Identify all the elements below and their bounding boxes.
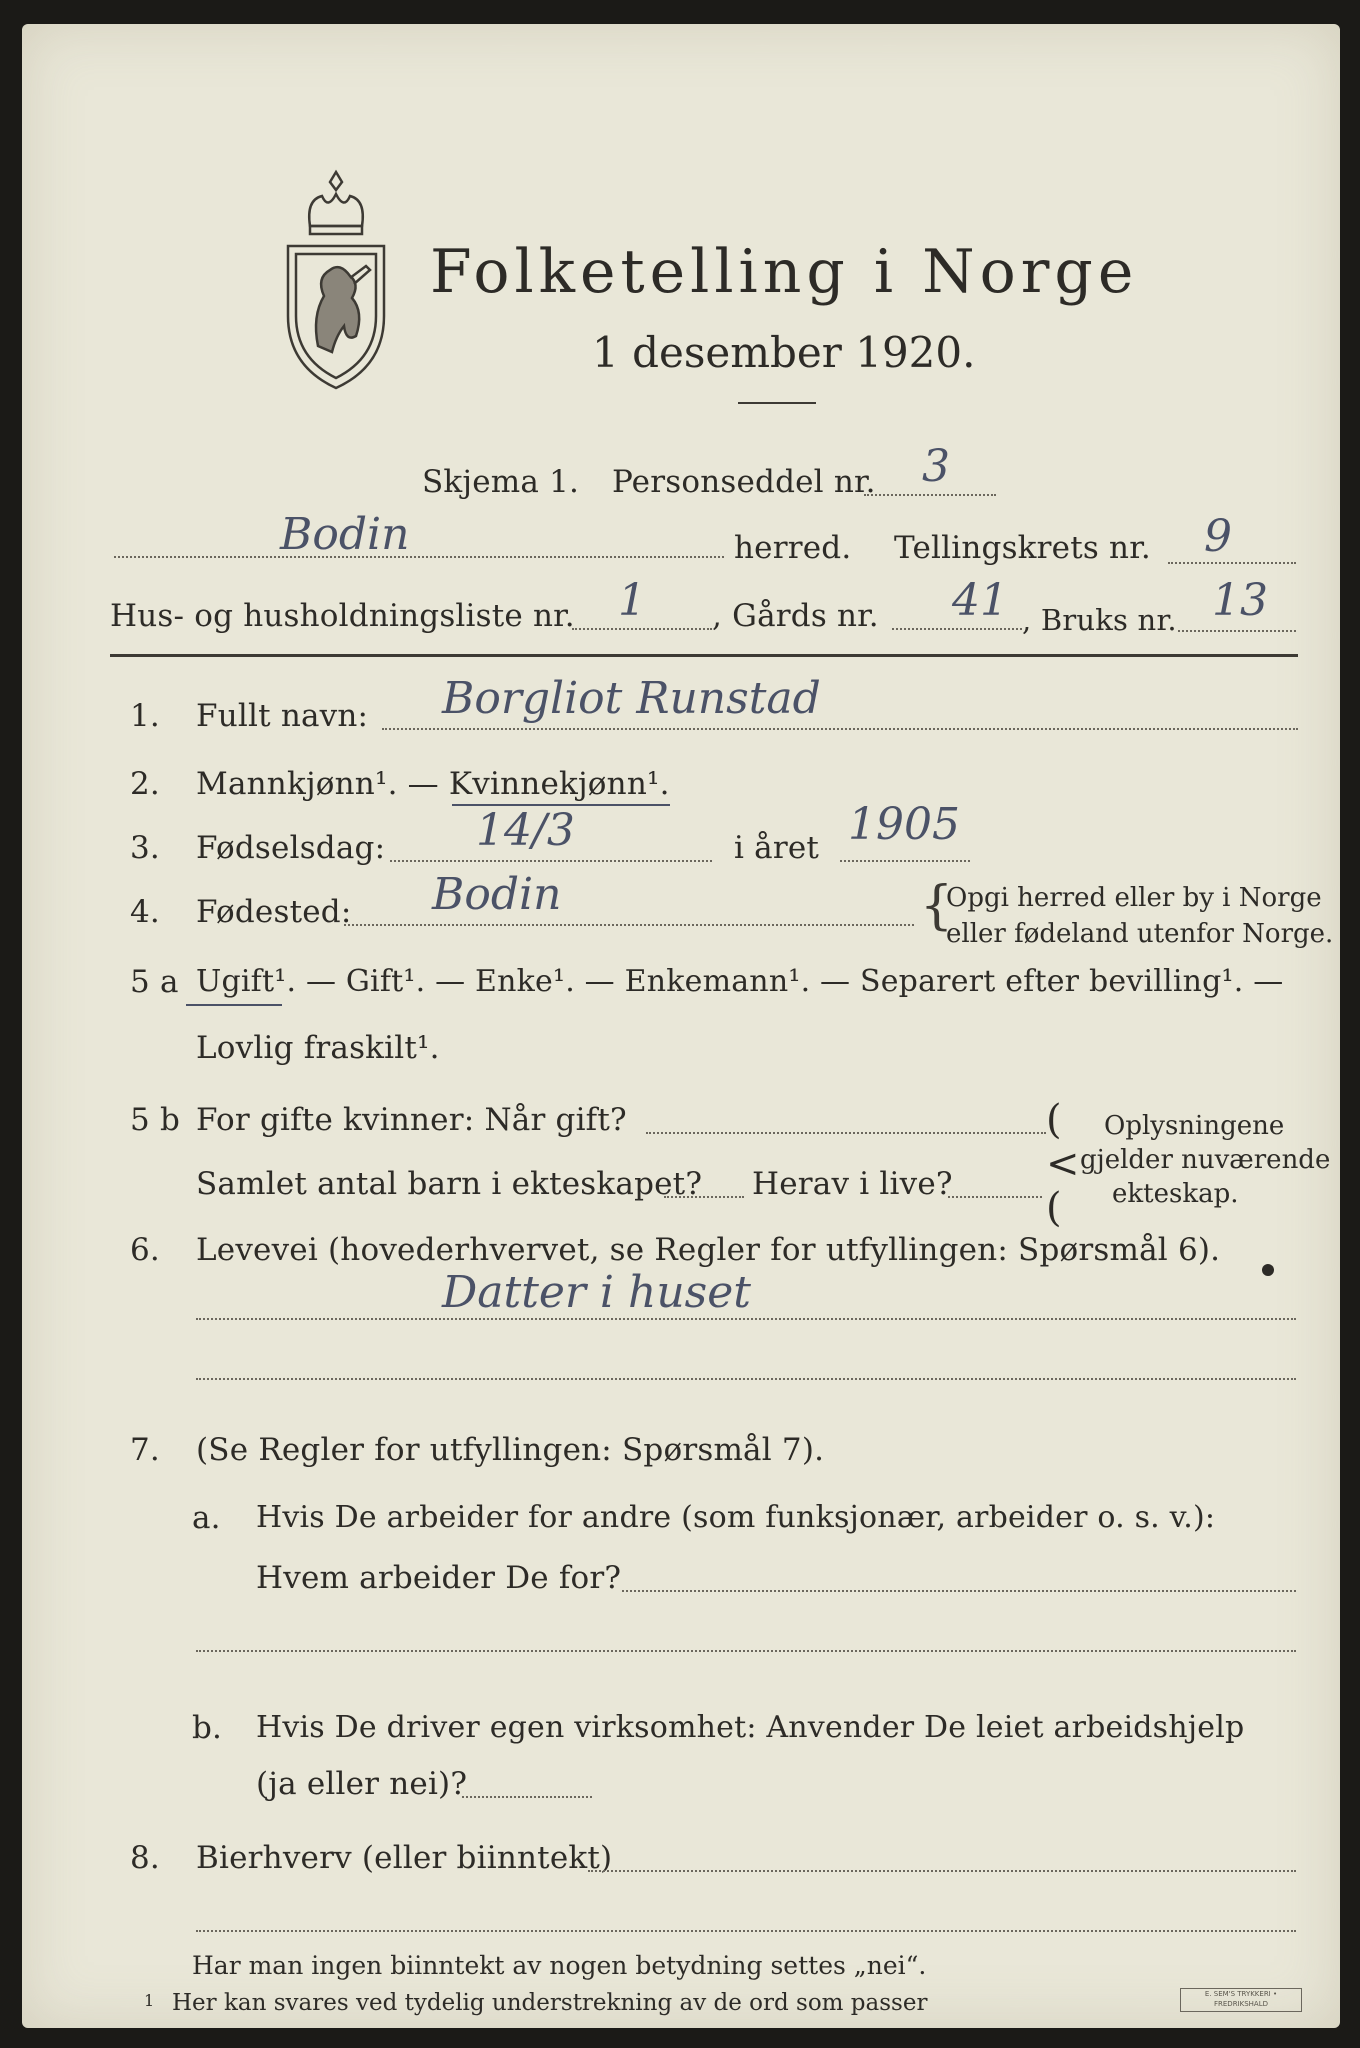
full-name-value[interactable]: Borgliot Runstad bbox=[442, 673, 821, 724]
q5b-note-line2: gjelder nuværende bbox=[1080, 1145, 1331, 1175]
q4-brace: { bbox=[920, 876, 954, 936]
personseddel-field-line bbox=[864, 494, 996, 496]
form-title: Folketelling i Norge bbox=[430, 237, 1139, 307]
q7-number: 7. bbox=[130, 1432, 160, 1468]
side-income-note: Har man ingen biinntekt av nogen betydning settes „nei“. bbox=[192, 1951, 927, 1980]
birthday-value[interactable]: 14/3 bbox=[476, 805, 575, 856]
header-rule bbox=[110, 654, 1298, 657]
personseddel-label: Personseddel nr. bbox=[612, 464, 876, 500]
q1-label: Fullt navn: bbox=[196, 698, 369, 734]
q5b-note-line1: Oplysningene bbox=[1104, 1111, 1285, 1141]
children-alive-label: Herav i live? bbox=[752, 1166, 953, 1202]
ink-dot-mark bbox=[1262, 1264, 1274, 1276]
occupation-field-line-2 bbox=[196, 1378, 1296, 1380]
children-alive-field-line bbox=[948, 1196, 1042, 1198]
q6-number: 6. bbox=[130, 1232, 160, 1268]
children-count-field-line bbox=[664, 1196, 744, 1198]
husholdningsliste-label: Hus- og husholdningsliste nr. bbox=[110, 598, 575, 634]
employer-field-line-2 bbox=[196, 1650, 1296, 1652]
birthplace-value[interactable]: Bodin bbox=[432, 869, 562, 920]
side-income-field-line bbox=[588, 1870, 1296, 1872]
footnote-marker: 1 bbox=[144, 1991, 155, 2010]
married-date-field-line bbox=[646, 1132, 1046, 1134]
q5a-number: 5 a bbox=[130, 964, 179, 1000]
q7b-letter: b. bbox=[192, 1710, 223, 1746]
q4-number: 4. bbox=[130, 894, 160, 930]
q8-number: 8. bbox=[130, 1840, 160, 1876]
birth-year-value[interactable]: 1905 bbox=[848, 799, 960, 850]
census-form-page bbox=[22, 24, 1340, 2028]
footnote-text: Her kan svares ved tydelig understrekning av de ord som passer bbox=[172, 1990, 928, 2016]
herred-label: herred. bbox=[734, 530, 852, 566]
marital-status-options: Ugift¹. — Gift¹. — Enke¹. — Enkemann¹. — Separert efter bevilling¹. — bbox=[196, 964, 1284, 999]
marital-status-options-line2: Lovlig fraskilt¹. bbox=[196, 1030, 440, 1066]
herred-field-line bbox=[114, 556, 724, 558]
q4-note-line1: Opgi herred eller by i Norge bbox=[946, 883, 1322, 913]
occupation-value[interactable]: Datter i huset bbox=[442, 1267, 751, 1318]
herred-value[interactable]: Bodin bbox=[280, 509, 410, 560]
year-label: i året bbox=[734, 830, 820, 866]
bruks-label: , Bruks nr. bbox=[1022, 603, 1177, 637]
husholdningsliste-field-line bbox=[572, 628, 712, 630]
q4-note-line2: eller fødeland utenfor Norge. bbox=[946, 919, 1334, 949]
gards-field-line bbox=[892, 628, 1022, 630]
bruks-field-line bbox=[1178, 630, 1296, 632]
tellingskrets-value[interactable]: 9 bbox=[1204, 511, 1232, 562]
q7b-question: Hvis De driver egen virksomhet: Anvender De leiet arbeidshjelp bbox=[256, 1710, 1245, 1745]
birthplace-field-line bbox=[344, 924, 914, 926]
q7a-employer-label: Hvem arbeider De for? bbox=[256, 1560, 622, 1596]
q5b-number: 5 b bbox=[130, 1102, 181, 1138]
q2-number: 2. bbox=[130, 766, 160, 802]
norway-coat-of-arms-icon bbox=[266, 166, 406, 396]
q5b-married-label: For gifte kvinner: Når gift? bbox=[196, 1102, 627, 1138]
side-income-field-line-2 bbox=[196, 1930, 1296, 1932]
q5b-note-line3: ekteskap. bbox=[1112, 1179, 1239, 1209]
bruks-value[interactable]: 13 bbox=[1212, 575, 1268, 626]
children-count-label: Samlet antal barn i ekteskapet? bbox=[196, 1166, 703, 1202]
year-field-line bbox=[840, 860, 970, 862]
personseddel-value[interactable]: 3 bbox=[922, 441, 950, 492]
gards-value[interactable]: 41 bbox=[952, 575, 1008, 626]
employer-field-line bbox=[622, 1590, 1296, 1592]
q7-heading: (Se Regler for utfyllingen: Spørsmål 7). bbox=[196, 1432, 825, 1468]
gards-label: , Gårds nr. bbox=[712, 598, 879, 634]
q7b-answer-label: (ja eller nei)? bbox=[256, 1766, 468, 1802]
skjema-label: Skjema 1. bbox=[422, 464, 580, 500]
birthday-field-line bbox=[390, 860, 712, 862]
q3-number: 3. bbox=[130, 830, 160, 866]
q1-field-line bbox=[382, 728, 1298, 730]
tellingskrets-label: Tellingskrets nr. bbox=[894, 530, 1151, 566]
gender-options: Mannkjønn¹. — Kvinnekjønn¹. bbox=[196, 766, 670, 802]
q6-occupation-label: Levevei (hovederhvervet, se Regler for utfyllingen: Spørsmål 6). bbox=[196, 1232, 1221, 1268]
printer-stamp: E. SEM'S TRYKKERI • FREDRIKSHALD bbox=[1180, 1988, 1302, 2012]
census-date: 1 desember 1920. bbox=[592, 328, 976, 377]
hired-help-field-line bbox=[462, 1796, 592, 1798]
q1-number: 1. bbox=[130, 698, 160, 734]
ugift-underline-mark bbox=[186, 1004, 282, 1006]
q7a-question: Hvis De arbeider for andre (som funksjonær, arbeider o. s. v.): bbox=[256, 1500, 1216, 1535]
q7a-letter: a. bbox=[192, 1500, 221, 1536]
q8-label: Bierhverv (eller biinntekt) bbox=[196, 1840, 613, 1876]
title-divider bbox=[738, 402, 816, 404]
occupation-field-line bbox=[196, 1318, 1296, 1320]
tellingskrets-field-line bbox=[1168, 562, 1296, 564]
q4-label: Fødested: bbox=[196, 894, 352, 930]
husholdningsliste-value[interactable]: 1 bbox=[618, 575, 646, 626]
q3-label: Fødselsdag: bbox=[196, 830, 386, 866]
q5b-brace: ( < ( bbox=[1046, 1097, 1080, 1231]
